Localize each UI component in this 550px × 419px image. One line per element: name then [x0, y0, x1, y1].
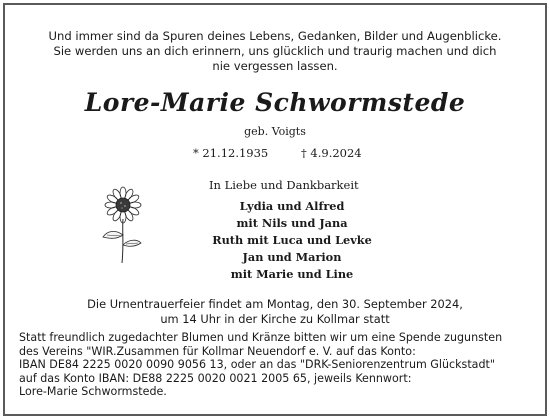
mourner-line: Jan und Marion — [242, 250, 342, 264]
birth-name: geb. Voigts — [244, 125, 306, 138]
donation-line: Lore-Marie Schwormstede. — [19, 385, 167, 399]
mourner-line: mit Marie und Line — [230, 267, 354, 281]
mourner-line: Ruth mit Luca und Levke — [212, 233, 372, 247]
intro-line: Sie werden uns an dich erinnern, uns glücklich und traurig machen und dich — [53, 44, 497, 58]
dank-line: In Liebe und Dankbarkeit — [209, 178, 359, 192]
intro-poem — [5, 29, 545, 74]
mourner-line: Lydia und Alfred — [239, 199, 345, 213]
obituary-frame — [3, 3, 547, 416]
donation-line: Statt freundlich zugedachter Blumen und Kränze bitten wir um eine Spende zugunsten — [19, 331, 503, 344]
intro-line: nie vergessen lassen. — [212, 59, 338, 73]
mourner-line: mit Nils und Jana — [236, 216, 348, 230]
birth-date: * 21.12.1935 — [193, 146, 269, 160]
mourners-list — [197, 198, 387, 283]
donation-line: auf das Konto IBAN: DE88 2225 0020 0021 2005 65, jeweils Kennwort: — [19, 371, 412, 385]
service-info — [5, 297, 545, 327]
donation-request — [19, 331, 539, 399]
donation-line: IBAN DE84 2225 0020 0090 9056 13, oder an das "DRK-Seniorenzentrum Glückstadt" — [19, 358, 495, 372]
service-line: um 14 Uhr in der Kirche zu Kollmar statt — [160, 312, 390, 326]
donation-line: des Vereins "WIR.Zusammen für Kollmar Neuendorf e. V. auf das Konto: — [19, 344, 416, 358]
deceased-name: Lore-Marie Schwormstede — [84, 88, 466, 117]
sunflower-icon — [97, 185, 147, 265]
intro-line: Und immer sind da Spuren deines Lebens, Gedanken, Bilder und Augenblicke. — [48, 29, 502, 43]
service-line: Die Urnentrauerfeier findet am Montag, den 30. September 2024, — [87, 297, 463, 311]
death-date: † 4.9.2024 — [301, 146, 362, 160]
